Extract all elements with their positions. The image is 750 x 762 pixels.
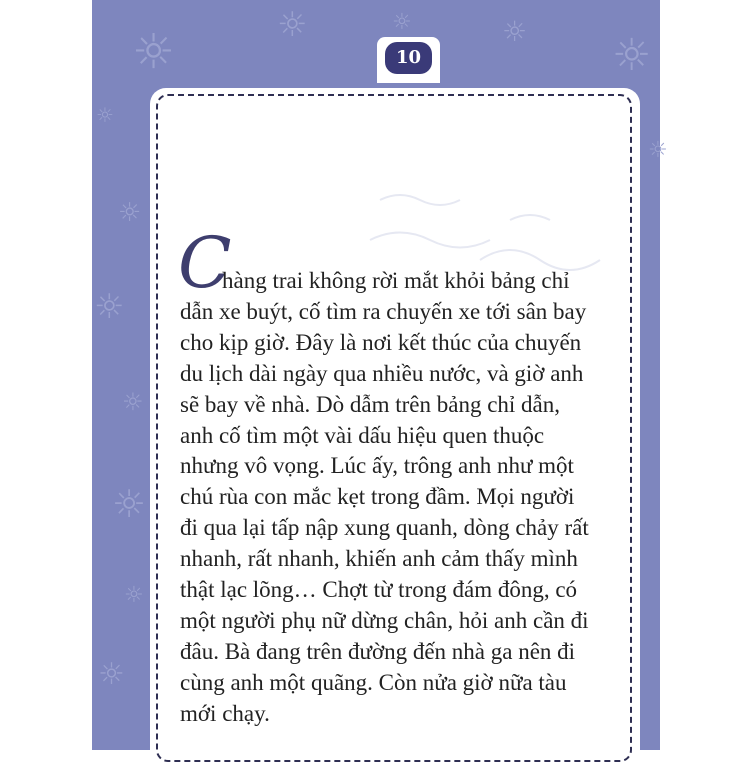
story-line: một người phụ nữ dừng chân, hỏi anh cần đi — [180, 607, 589, 633]
story-line: anh cố tìm một vài dấu hiệu quen thuộc — [180, 422, 545, 448]
story-line: du lịch dài ngày qua nhiều nước, và giờ anh — [180, 360, 584, 386]
story-line: đi qua lại tấp nập xung quanh, dòng chảy rất — [180, 515, 589, 541]
story-text — [180, 266, 640, 730]
sun-pattern-icon: ☼ — [94, 287, 125, 327]
sun-pattern-icon: ☼ — [124, 583, 144, 608]
story-line: thật lạc lõng… Chợt từ trong đám đông, có — [180, 577, 578, 603]
story-line: nhưng vô vọng. Lúc ấy, trông anh như một — [180, 453, 574, 479]
story-line: cho kịp giờ. Đây là nơi kết thúc của chuyến — [180, 329, 582, 355]
sun-pattern-icon: ☼ — [392, 10, 412, 35]
sun-pattern-icon: ☼ — [277, 5, 308, 45]
sun-pattern-icon: ☼ — [98, 657, 125, 692]
story-line: sẽ bay về nhà. Dò dẫm trên bảng chỉ dẫn, — [180, 391, 561, 417]
sun-pattern-icon: ☼ — [132, 24, 176, 80]
sun-pattern-icon: ☼ — [648, 138, 668, 163]
drop-cap: C — [178, 222, 232, 304]
story-line: dẫn xe buýt, cố tìm ra chuyến xe tới sân bay — [180, 298, 587, 324]
page-number-tab — [377, 37, 440, 83]
story-line: mới chạy. — [180, 700, 270, 726]
story-line: đâu. Bà đang trên đường đến nhà ga nên đi — [180, 638, 576, 664]
page-number: 10 — [385, 42, 432, 74]
sun-pattern-icon: ☼ — [612, 30, 652, 81]
story-line: hàng trai không rời mắt khỏi bảng chỉ — [222, 268, 570, 293]
story-line: chú rùa con mắc kẹt trong đầm. Mọi người — [180, 484, 575, 510]
sun-pattern-icon: ☼ — [502, 15, 528, 48]
story-line: cùng anh một quãng. Còn nửa giờ nữa tàu — [180, 669, 567, 695]
sun-pattern-icon: ☼ — [96, 103, 114, 127]
sun-pattern-icon: ☼ — [122, 388, 144, 416]
sun-pattern-icon: ☼ — [118, 198, 142, 228]
sun-pattern-icon: ☼ — [112, 482, 147, 526]
story-line: nhanh, rất nhanh, khiến anh cảm thấy mình — [180, 546, 578, 572]
